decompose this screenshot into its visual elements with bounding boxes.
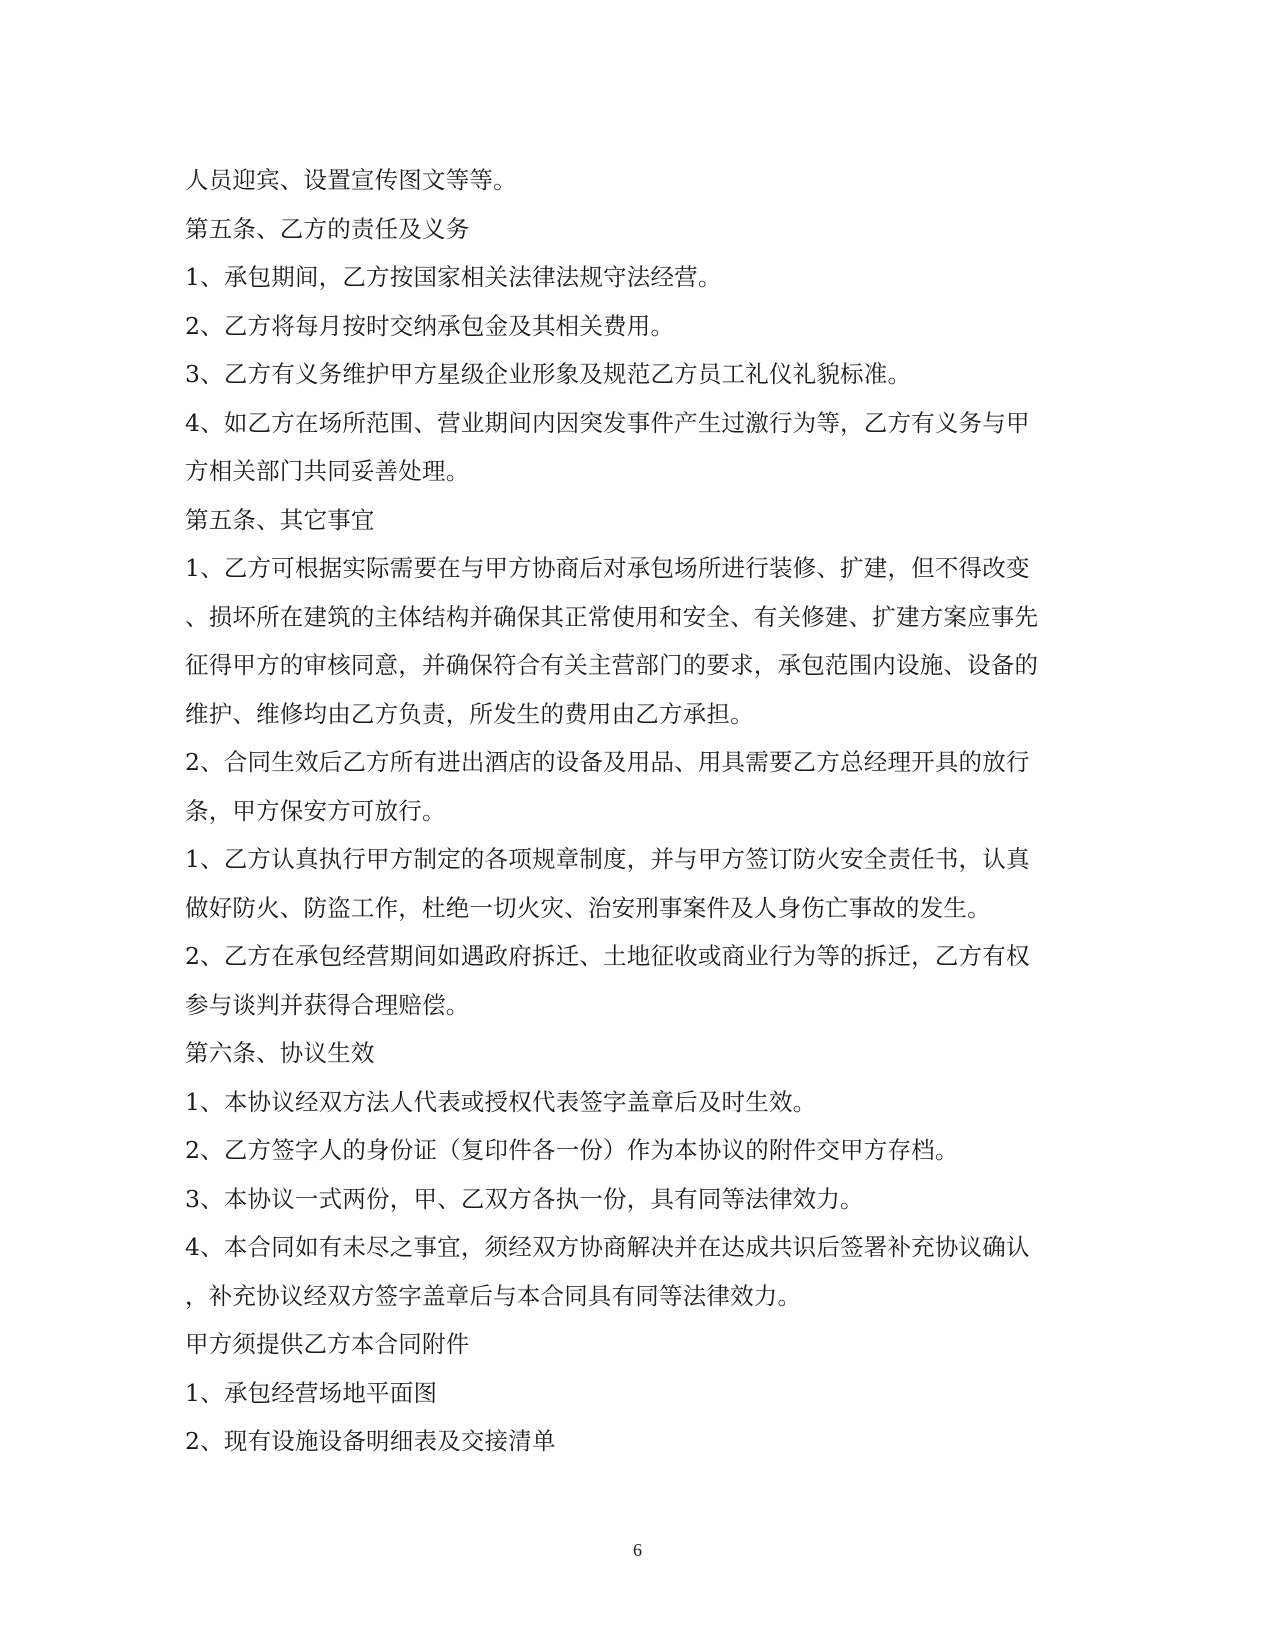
text-line: 1、乙方可根据实际需要在与甲方协商后对承包场所进行装修、扩建，但不得改变 — [185, 554, 1030, 582]
text-line: 2、乙方将每月按时交纳承包金及其相关费用。 — [185, 311, 675, 340]
text-line: 做好防火、防盗工作，杜绝一切火灾、治安刑事案件及人身伤亡事故的发生。 — [185, 893, 991, 922]
text-line: 2、乙方签字人的身份证（复印件各一份）作为本协议的附件交甲方存档。 — [185, 1136, 959, 1164]
text-line: 条，甲方保安方可放行。 — [185, 796, 446, 825]
text-line: 1、承包经营场地平面图 — [185, 1378, 438, 1407]
text-line: 征得甲方的审核同意，并确保符合有关主营部门的要求，承包范围内设施、设备的 — [185, 651, 1039, 679]
text-line: 2、合同生效后乙方所有进出酒店的设备及用品、用具需要乙方总经理开具的放行 — [185, 748, 1030, 776]
page-number: 6 — [633, 1540, 642, 1560]
text-line: 人员迎宾、设置宣传图文等等。 — [185, 166, 517, 194]
text-line: 3、乙方有义务维护甲方星级企业形象及规范乙方员工礼仪礼貌标准。 — [185, 360, 912, 388]
text-line: 1、承包期间，乙方按国家相关法律法规守法经营。 — [185, 263, 722, 291]
section-heading: 第五条、其它事宜 — [185, 505, 375, 534]
text-line: 4、本合同如有未尽之事宜，须经双方协商解决并在达成共识后签署补充协议确认 — [185, 1233, 1030, 1261]
text-line: 1、乙方认真执行甲方制定的各项规章制度，并与甲方签订防火安全责任书，认真 — [185, 845, 1030, 873]
text-line: ，补充协议经双方签字盖章后与本合同具有同等法律效力。 — [185, 1281, 802, 1310]
text-line: 、损坏所在建筑的主体结构并确保其正常使用和安全、有关修建、扩建方案应事先 — [185, 602, 1039, 631]
section-heading: 第六条、协议生效 — [185, 1039, 375, 1067]
text-line: 维护、维修均由乙方负责，所发生的费用由乙方承担。 — [185, 699, 754, 728]
text-line: 2、现有设施设备明细表及交接清单 — [185, 1427, 556, 1455]
section-heading: 甲方须提供乙方本合同附件 — [185, 1330, 470, 1358]
text-line: 4、如乙方在场所范围、营业期间内因突发事件产生过激行为等，乙方有义务与甲 — [185, 408, 1030, 437]
text-line: 3、本协议一式两份，甲、乙双方各执一份，具有同等法律效力。 — [185, 1184, 864, 1213]
text-line: 1、本协议经双方法人代表或授权代表签字盖章后及时生效。 — [185, 1087, 817, 1116]
text-line: 方相关部门共同妥善处理。 — [185, 457, 470, 485]
text-line: 2、乙方在承包经营期间如遇政府拆迁、土地征收或商业行为等的拆迁，乙方有权 — [185, 942, 1030, 970]
text-line: 参与谈判并获得合理赔偿。 — [185, 990, 470, 1019]
section-heading: 第五条、乙方的责任及义务 — [185, 214, 470, 243]
document-body — [185, 156, 1085, 1466]
